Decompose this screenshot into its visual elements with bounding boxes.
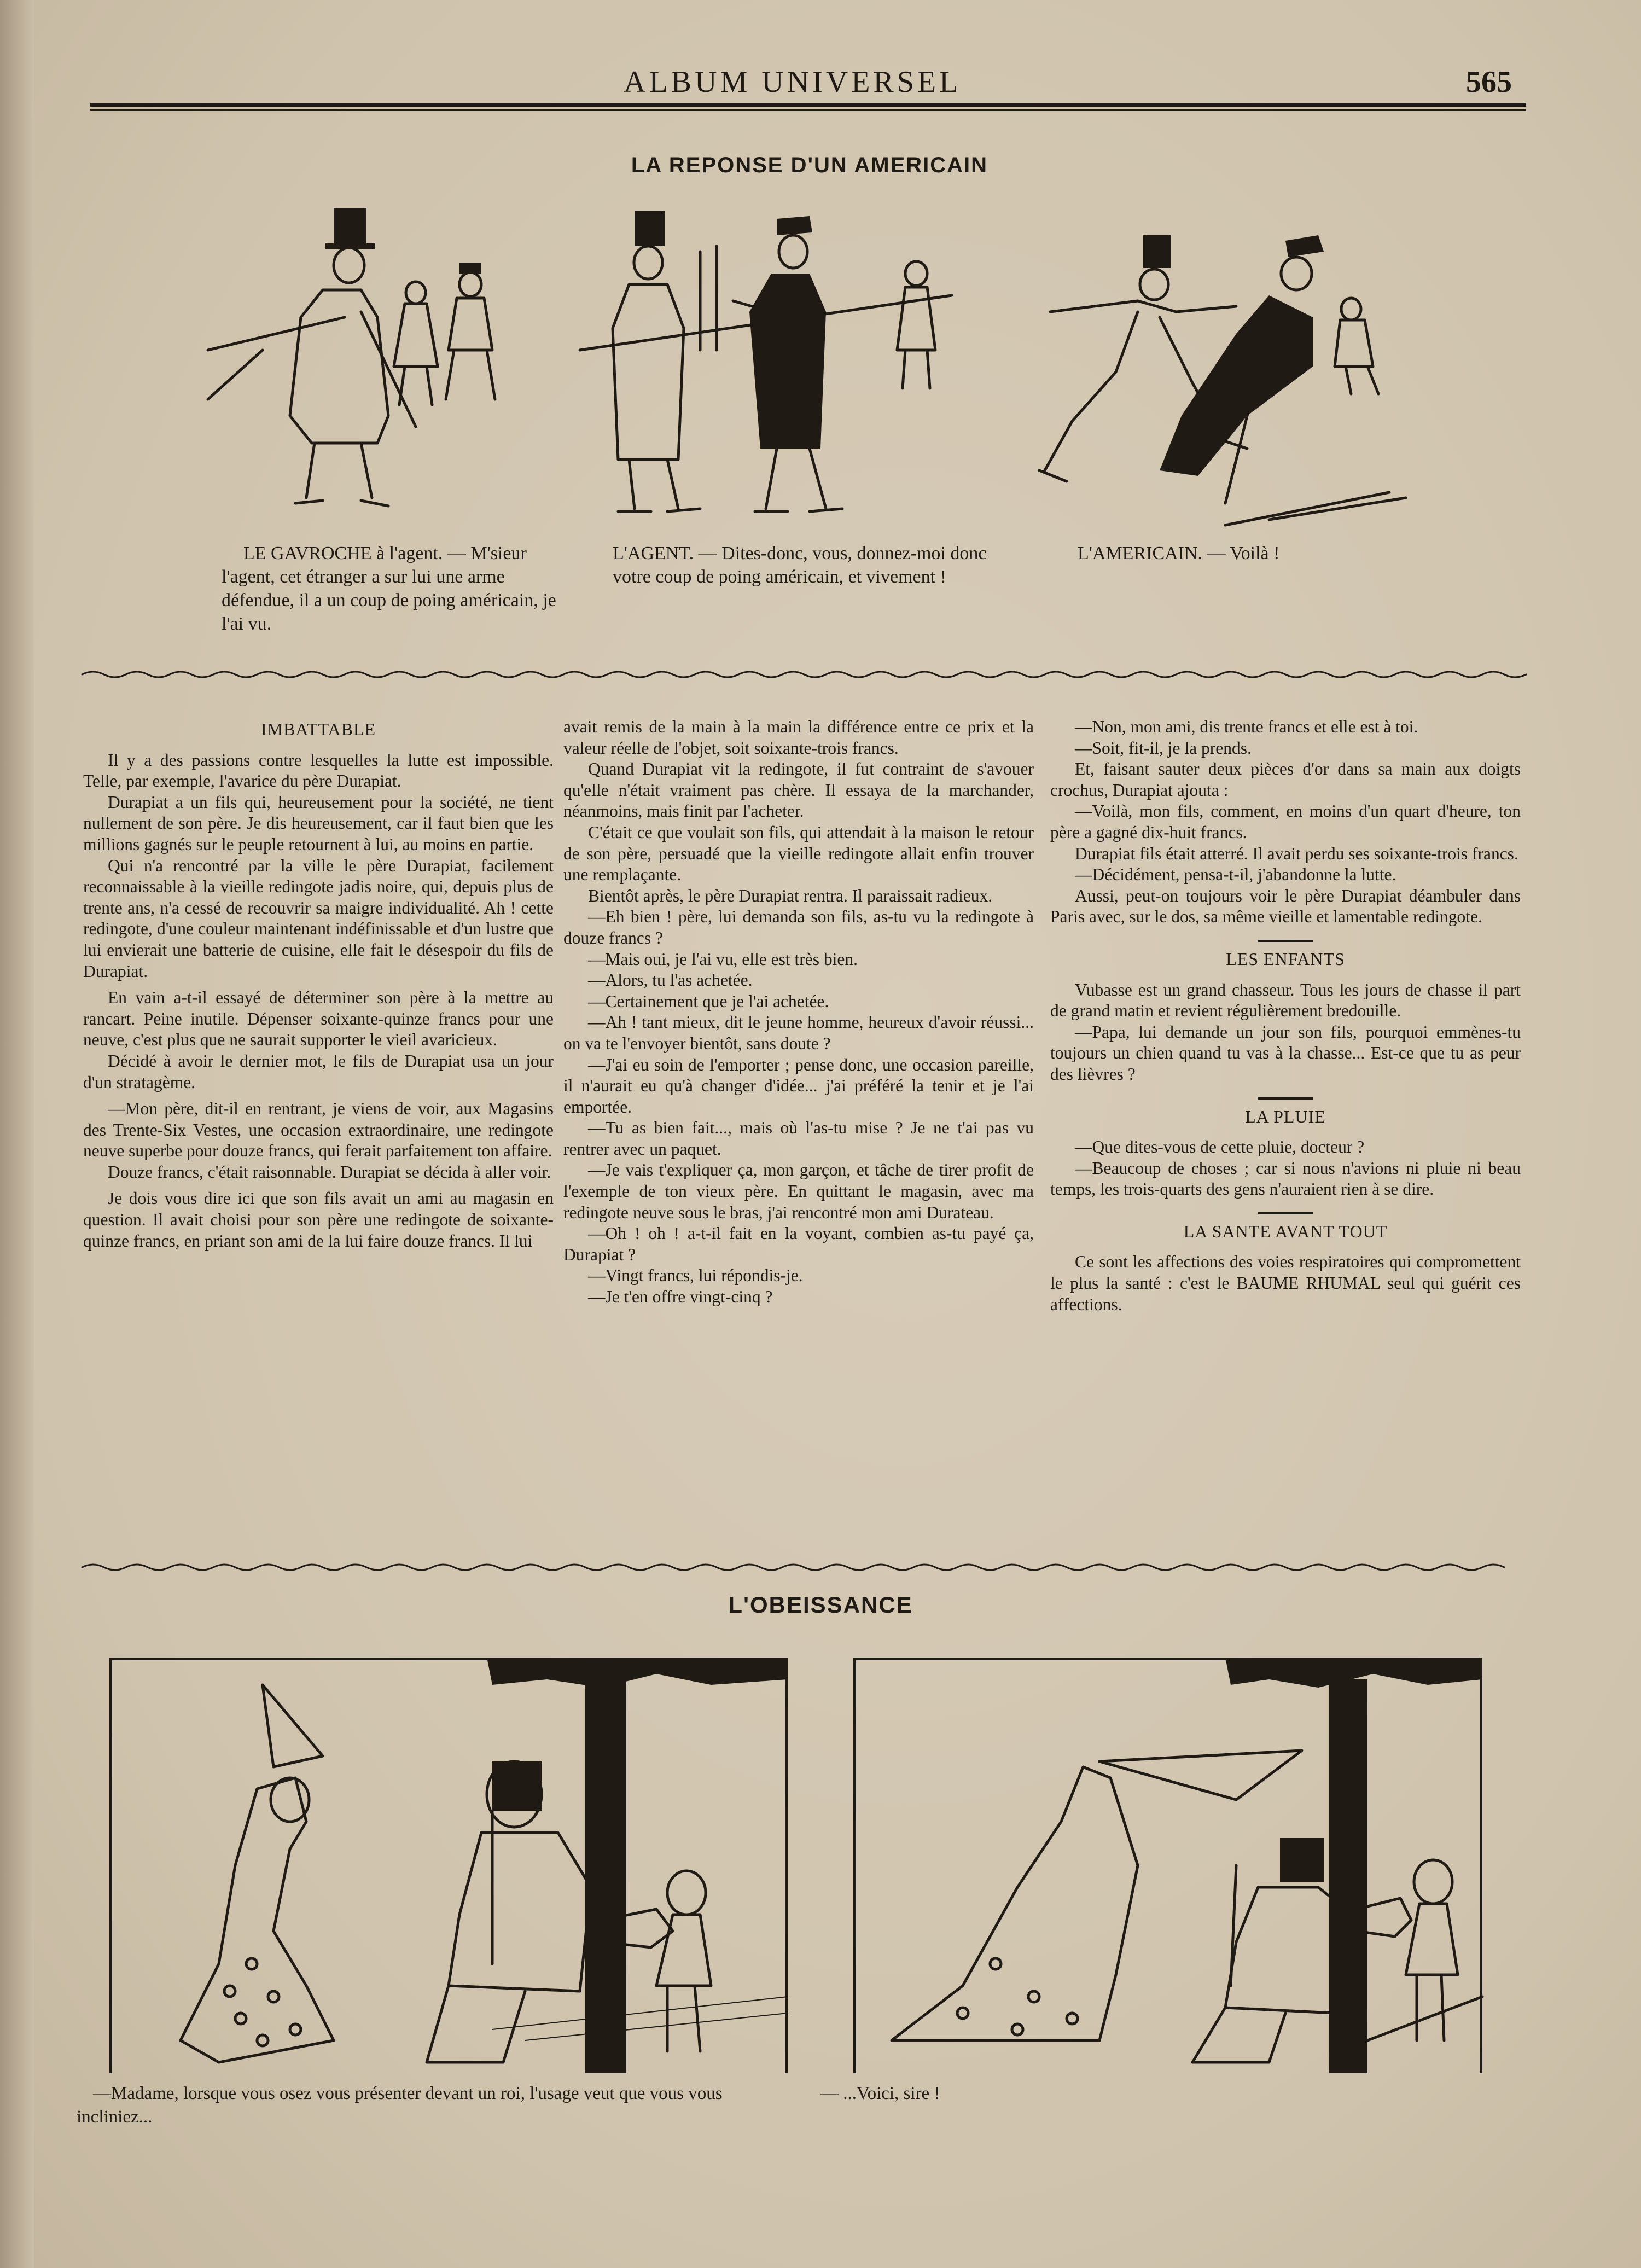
- panel-americain-drawing: [1039, 235, 1406, 525]
- article-paragraph: C'était ce que voulait son fils, qui attendait à la maison le retour de son père, persuadé que la vieille redingote allait enfin trouver une remplaçante.: [563, 822, 1034, 885]
- panel-gavroche-drawing: [208, 208, 495, 506]
- article-paragraph: —Vingt francs, lui répondis-je.: [588, 1266, 803, 1286]
- article-paragraph: —Décidément, pensa-t-il, j'abandonne la lutte.: [1075, 865, 1396, 885]
- article-heading-pluie: LA PLUIE: [1245, 1106, 1326, 1126]
- cartoon-bottom-caption-2: — ...Voici, sire !: [821, 2084, 940, 2103]
- article-paragraph: Durapiat fils était atterré. Il avait perdu ses soixante-trois francs.: [1075, 844, 1518, 863]
- article-paragraph: —Non, mon ami, dis trente francs et elle est à toi.: [1075, 717, 1418, 736]
- article-heading-sante: LA SANTE AVANT TOUT: [1183, 1221, 1388, 1241]
- article-paragraph: —Je vais t'expliquer ça, mon garçon, et tâche de tirer profit de l'exemple de ton vieux père. En quittant le magasin, avec ma redingote neuve sous le bras, j'ai rencontré mon ami Durateau.: [563, 1160, 1034, 1222]
- article-paragraph: —Que dites-vous de cette pluie, docteur ?: [1075, 1137, 1365, 1157]
- panel-agent-drawing: [580, 211, 952, 511]
- article-heading-enfants: LES ENFANTS: [1226, 949, 1345, 969]
- header-rule: [90, 103, 1526, 107]
- article-paragraph: —Certainement que je l'ai achetée.: [588, 991, 829, 1011]
- panel-king-lady-drawing: [109, 1658, 788, 2073]
- article-paragraph: Aussi, peut-on toujours voir le père Durapiat déambuler dans Paris avec, sur le dos, sa même vieille et lamentable redingote.: [1050, 886, 1521, 927]
- cartoon-top-caption-1: LE GAVROCHE à l'agent. — M'sieur l'agent, cet étranger a sur lui une arme défendue, il a un coup de poing américain, je l'ai vu.: [222, 543, 556, 634]
- article-paragraph: Et, faisant sauter deux pièces d'or dans sa main aux doigts crochus, Durapiat ajouta :: [1050, 759, 1521, 800]
- dress-pattern: [957, 1958, 1078, 2035]
- panel-king-bowing-drawing: [853, 1658, 1482, 2073]
- cartoon-top-caption-2: L'AGENT. — Dites-donc, vous, donnez-moi donc votre coup de poing américain, et vivement !: [613, 543, 987, 587]
- cartoon-top-caption-3: L'AMERICAIN. — Voilà !: [1078, 543, 1280, 563]
- cartoon-bottom-caption-1: —Madame, lorsque vous osez vous présenter devant un roi, l'usage veut que vous vous incliniez...: [77, 2084, 723, 2127]
- article-paragraph: —Je t'en offre vingt-cinq ?: [588, 1287, 773, 1307]
- header-rule-thin: [90, 109, 1526, 111]
- publication-title: ALBUM UNIVERSEL: [624, 65, 962, 99]
- article-paragraph: —Voilà, mon fils, comment, en moins d'un quart d'heure, ton père a gagné dix-huit francs.: [1050, 801, 1521, 842]
- article-paragraph: —Alors, tu l'as achetée.: [588, 970, 753, 990]
- wavy-separator-top: [82, 666, 1526, 683]
- article-paragraph: avait remis de la main à la main la différence entre ce prix et la valeur réelle de l'objet, soit soixante-trois francs.: [563, 717, 1034, 758]
- article-paragraph: En vain a-t-il essayé de déterminer son père à la mettre au rancart. Peine inutile. Dépenser soixante-quinze francs pour une neuve, c'est plus que ne saurait supporter le vieil avaricieux.: [83, 988, 554, 1050]
- article-paragraph: Je dois vous dire ici que son fils avait un ami au magasin en question. Il avait choisi pour son père une redingote de soixante-quinze francs, en priant son ami de la lui faire douze francs. Il lui: [83, 1189, 554, 1251]
- cartoon-bottom-panel-1: [109, 1658, 788, 2073]
- text-column-2: [563, 717, 1034, 1308]
- article-paragraph: —J'ai eu soin de l'emporter ; pense donc, une occasion pareille, il n'aurait eu qu'à changer d'idée... j'ai préféré la tenir et je l'ai emportée.: [563, 1055, 1034, 1116]
- article-paragraph: —Ah ! tant mieux, dit le jeune homme, heureux d'avoir réussi... on va te l'envoyer bientôt, sans doute ?: [563, 1013, 1034, 1053]
- text-column-1: [83, 717, 554, 1252]
- article-paragraph: Décidé à avoir le dernier mot, le fils de Durapiat usa un jour d'un stratagème.: [83, 1051, 554, 1092]
- article-paragraph: —Oh ! oh ! a-t-il fait en la voyant, combien as-tu payé ça, Durapiat ?: [563, 1224, 1034, 1264]
- article-paragraph: Quand Durapiat vit la redingote, il fut contraint de s'avouer qu'elle n'était vraiment pas chère. Il essaya de la marchander, néanmoins, mais finit par l'acheter.: [563, 759, 1034, 821]
- article-heading-imbattable: IMBATTABLE: [260, 719, 376, 739]
- article-paragraph: Ce sont les affections des voies respiratoires qui compromettent le plus la santé : c'est le BAUME RHUMAL seul qui guérit ces affections.: [1050, 1252, 1521, 1314]
- cartoon-top-title: LA REPONSE D'UN AMERICAIN: [631, 153, 988, 177]
- page-binding-edge: [0, 0, 34, 2268]
- article-paragraph: Bientôt après, le père Durapiat rentra. Il paraissait radieux.: [588, 886, 993, 905]
- article-paragraph: Vubasse est un grand chasseur. Tous les jours de chasse il part de grand matin et revient régulièrement bredouille.: [1050, 980, 1521, 1021]
- article-paragraph: Qui n'a rencontré par la ville le père Durapiat, facilement reconnaissable à la vieille redingote jadis noire, qui, depuis plus de trente ans, n'a cessé de recouvrir sa maigre individualité. Ah ! cette redingote, d'une couleur maintenant indéfinissable et d'un lustre que lui envierait une batterie de cuisine, elle fait le désespoir du fils de Durapiat.: [83, 856, 554, 981]
- article-paragraph: Douze francs, c'était raisonnable. Durapiat se décida à aller voir.: [108, 1162, 551, 1182]
- section-divider: [1258, 1212, 1313, 1214]
- wavy-separator-bottom: [82, 1559, 1515, 1575]
- section-divider: [1258, 940, 1313, 942]
- text-column-3: [1050, 717, 1521, 1315]
- section-divider: [1258, 1097, 1313, 1100]
- article-paragraph: Il y a des passions contre lesquelles la lutte est impossible. Telle, par exemple, l'avarice du père Durapiat.: [83, 750, 554, 791]
- article-paragraph: —Tu as bien fait..., mais où l'as-tu mise ? Je ne t'ai pas vu rentrer avec un paquet.: [563, 1118, 1034, 1159]
- cartoon-bottom-panel-2: [853, 1658, 1482, 2073]
- dress-pattern: [224, 1958, 301, 2046]
- article-paragraph: —Mais oui, je l'ai vu, elle est très bien.: [588, 949, 858, 969]
- article-paragraph: —Papa, lui demande un jour son fils, pourquoi emmènes-tu toujours un chien quand tu vas à la chasse... Est-ce que tu as peur des lièvres ?: [1050, 1022, 1521, 1084]
- article-paragraph: —Mon père, dit-il en rentrant, je viens de voir, aux Magasins des Trente-Six Vestes, une occasion extraordinaire, une redingote neuve superbe pour douze francs, qui ferait parfaitement ton affaire.: [83, 1099, 554, 1161]
- cartoon-top-illustration: [197, 186, 1428, 525]
- cartoon-bottom-title: L'OBEISSANCE: [728, 1592, 913, 1618]
- page-number: 565: [1466, 65, 1512, 99]
- article-paragraph: —Eh bien ! père, lui demanda son fils, as-tu vu la redingote à douze francs ?: [563, 907, 1034, 947]
- article-paragraph: —Soit, fit-il, je la prends.: [1075, 738, 1252, 758]
- article-paragraph: —Beaucoup de choses ; car si nous n'avions ni pluie ni beau temps, les trois-quarts des gens n'auraient rien à se dire.: [1050, 1158, 1521, 1199]
- article-paragraph: Durapiat a un fils qui, heureusement pour la société, ne tient nullement de son père. Je dis heureusement, car il faut bien que les millions gagnés sur le peuple retournent à lui, au moins en partie.: [83, 792, 554, 854]
